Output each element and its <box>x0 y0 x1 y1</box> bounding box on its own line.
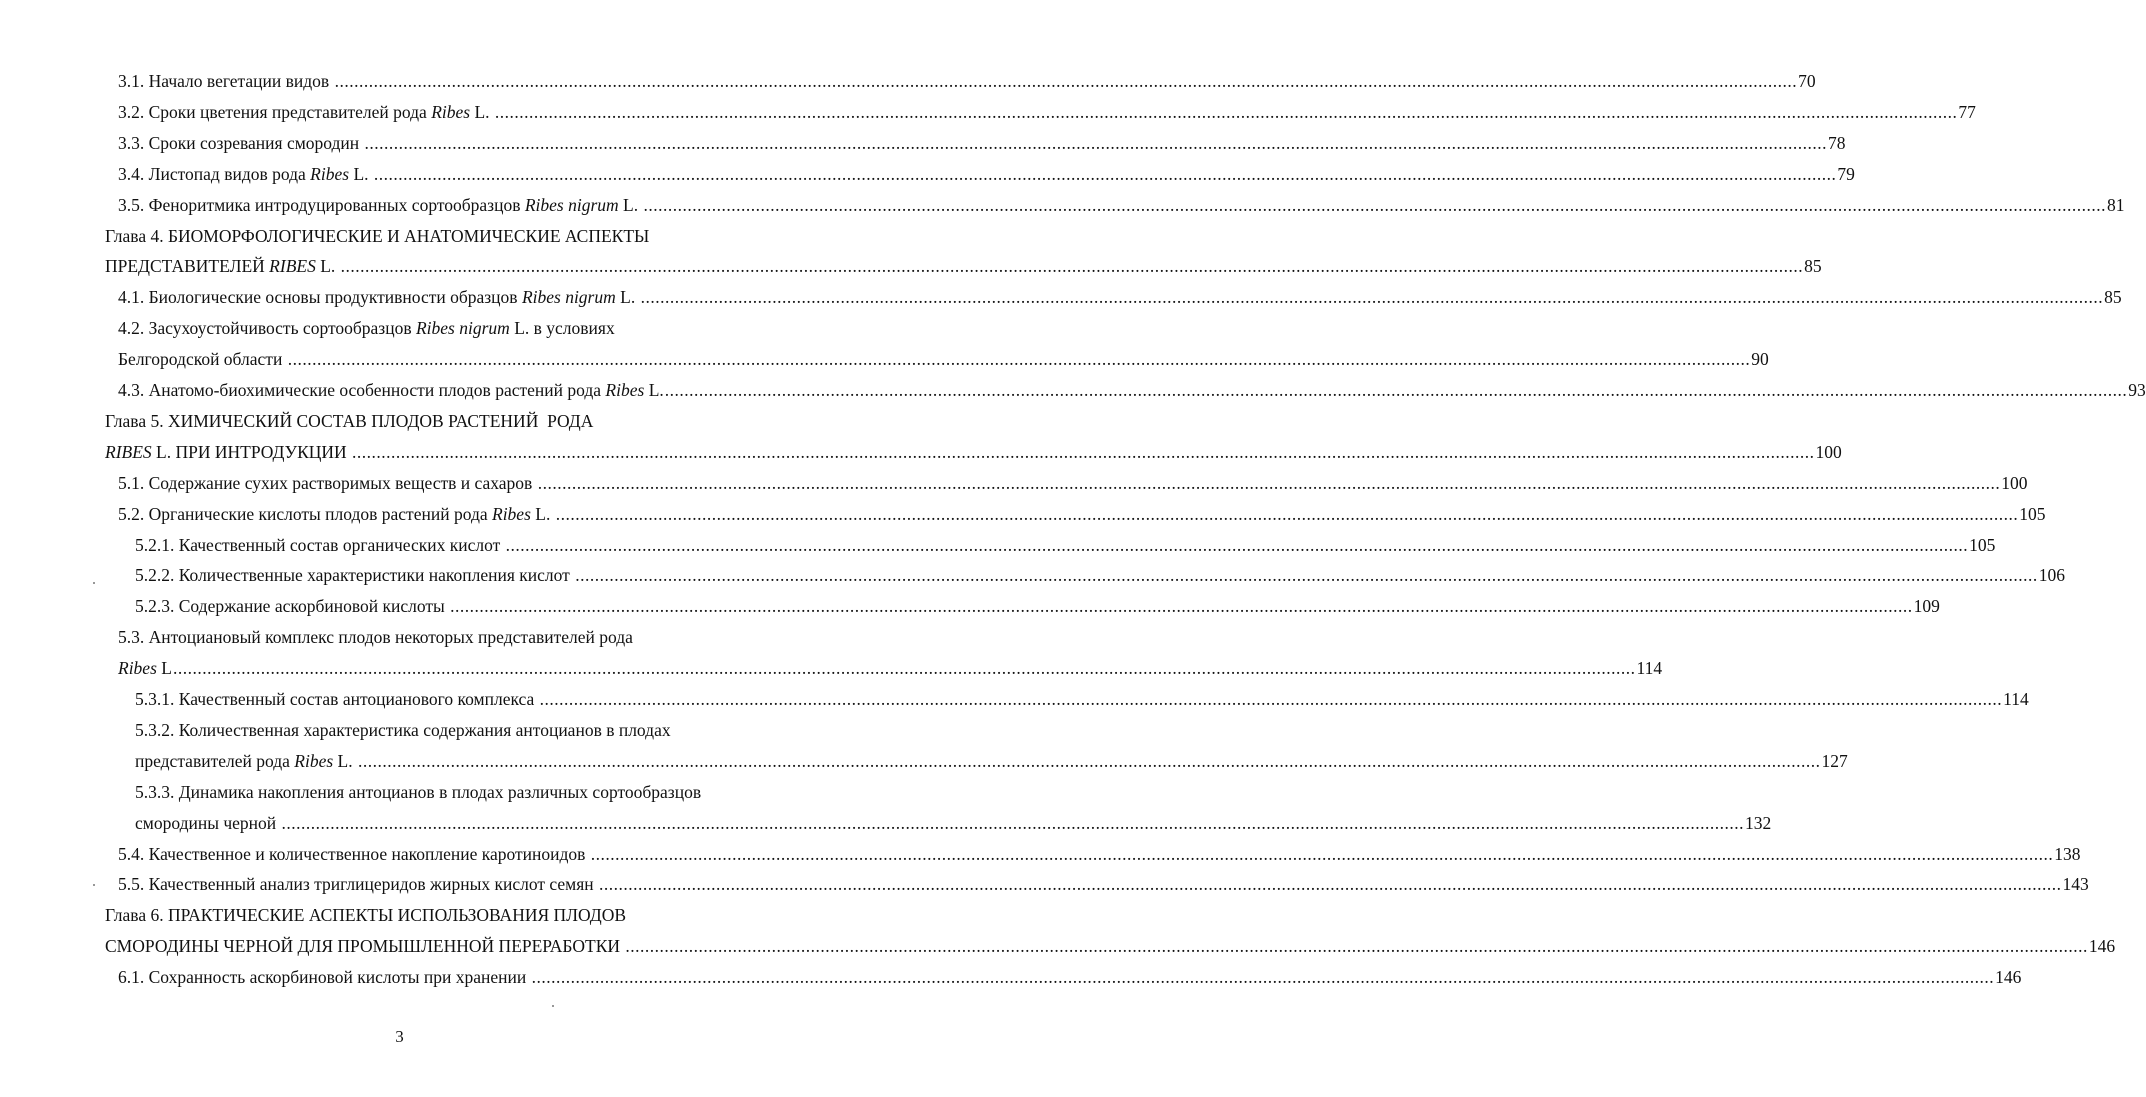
dot-leader: ............................................................................................................................................................................................................................................................................................................ <box>364 132 1828 153</box>
toc-entry-text: 5.1. Содержание сухих растворимых веществ и сахаров <box>118 472 537 493</box>
toc-entry <box>0 190 2125 220</box>
toc-entry <box>0 499 2046 529</box>
dot-leader: ............................................................................................................................................................................................................................................................................................................ <box>643 194 2106 215</box>
toc-entry <box>0 839 2081 869</box>
toc-entry <box>0 962 2022 992</box>
toc-page-number: 85 <box>1804 256 1822 277</box>
dot-leader: ............................................................................................................................................................................................................................................................................................................ <box>450 596 1913 617</box>
toc-entry <box>0 653 1663 683</box>
toc-entry-text: 3.2. Сроки цветения представителей рода <box>118 101 432 122</box>
dot-leader: ............................................................................................................................................................................................................................................................................................................ <box>575 565 2038 586</box>
toc-page-number: 85 <box>2104 287 2122 308</box>
toc-entry <box>0 777 799 807</box>
toc-entry <box>0 746 1848 776</box>
dot-leader: ............................................................................................................................................................................................................................................................................................................ <box>334 71 1798 91</box>
toc-entry <box>0 313 799 343</box>
toc-entry-text: L. в условиях <box>509 318 615 339</box>
toc-entry <box>0 282 2122 312</box>
scan-speck <box>93 582 95 584</box>
toc-page-number: 90 <box>1751 349 1769 370</box>
toc-entry-text: 5.3.1. Качественный состав антоцианового комплекса <box>135 689 539 709</box>
toc-entry-text: Ribes <box>310 163 350 184</box>
toc-entry-text: RIBES <box>105 441 152 462</box>
toc-entry-text: RIBES <box>269 256 316 277</box>
toc-page-number: 105 <box>1969 534 1996 555</box>
dot-leader: ............................................................................................................................................................................................................................................................................................................ <box>537 472 2001 493</box>
dot-leader: ............................................................................................................................................................................................................................................................................................................ <box>352 441 1815 462</box>
toc-entry-text: СМОРОДИНЫ ЧЕРНОЙ ДЛЯ ПРОМЫШЛЕННОЙ ПЕРЕРАБОТКИ <box>105 936 625 957</box>
toc-entry-text: L. <box>349 163 373 184</box>
toc-page-number: 109 <box>1913 596 1940 617</box>
toc-entry-text: 5.3.3. Динамика накопления антоцианов в плодах различных сортообразцов <box>135 781 702 802</box>
toc-entry-text: 3.5. Феноритмика интродуцированных сортообразцов <box>118 194 525 215</box>
toc-entry <box>0 97 1976 127</box>
dot-leader: ............................................................................................................................................................................................................................................................................................................ <box>539 689 2003 709</box>
toc-page-number: 81 <box>2107 194 2125 215</box>
dot-leader: ............................................................................................................................................................................................................................................................................................................ <box>555 503 2019 524</box>
dot-leader: ............................................................................................................................................................................................................................................................................................................ <box>640 287 2104 308</box>
toc-entry-text: L. <box>530 503 555 524</box>
dot-leader: ............................................................................................................................................................................................................................................................................................................ <box>287 349 1751 370</box>
toc-entry-text: 3.4. Листопад видов рода <box>118 163 311 184</box>
toc-entry-text: 4.3. Анатомо-биохимические особенности плодов растений рода <box>118 380 606 400</box>
toc-entry-text: L. <box>333 750 357 771</box>
toc-page-number: 114 <box>1636 658 1663 679</box>
toc-entry-text: Глава 4. БИОМОРФОЛОГИЧЕСКИЕ И АНАТОМИЧЕСКИЕ АСПЕКТЫ <box>105 225 650 246</box>
toc-entry-text: 4.1. Биологические основы продуктивности образцов <box>118 287 522 308</box>
toc-entry <box>0 251 1822 281</box>
dot-leader: ............................................................................................................................................................................................................................................................................................................ <box>172 658 1636 679</box>
dot-leader: ............................................................................................................................................................................................................................................................................................................ <box>358 750 1821 771</box>
dot-leader: ............................................................................................................................................................................................................................................................................................................ <box>340 256 1804 277</box>
dot-leader: ............................................................................................................................................................................................................................................................................................................ <box>505 534 1969 555</box>
toc-entry-text: 3.1. Начало вегетации видов <box>118 71 334 91</box>
toc-entry <box>0 468 2028 498</box>
toc-entry-text: 3.3. Сроки созревания смородин <box>118 132 364 153</box>
toc-entry <box>0 622 799 652</box>
dot-leader: ............................................................................................................................................................................................................................................................................................................ <box>590 843 2054 864</box>
toc-entry-text: 5.2.2. Количественные характеристики накопления кислот <box>135 565 575 586</box>
toc-page-number: 106 <box>2038 565 2065 586</box>
toc-entry-text: смородины черной <box>135 812 281 833</box>
toc-page-number: 105 <box>2019 503 2046 524</box>
dot-leader: ............................................................................................................................................................................................................................................................................................................ <box>494 101 1958 122</box>
toc-entry <box>0 437 1842 467</box>
dot-leader: ............................................................................................................................................................................................................................................................................................................ <box>531 967 1995 988</box>
toc-page-number: 143 <box>2062 874 2089 895</box>
toc-page-number: 93 <box>2128 380 2146 400</box>
toc-entry-text: Ribes nigrum <box>524 194 619 215</box>
toc-page-number: 114 <box>2003 689 2029 709</box>
toc-entry-text: Ribes nigrum <box>415 318 510 339</box>
toc-entry-text: 5.2.1. Качественный состав органических кислот <box>135 534 505 555</box>
toc-entry-text: 5.5. Качественный анализ триглицеридов жирных кислот семян <box>118 874 599 895</box>
toc-page-number: 79 <box>1837 163 1855 184</box>
toc-entry <box>0 591 1940 621</box>
dot-leader: ............................................................................................................................................................................................................................................................................................................ <box>664 380 2128 400</box>
toc-entry-text: L. ПРИ ИНТРОДУКЦИИ <box>151 441 352 462</box>
toc-entry-text: 4.2. Засухоустойчивость сортообразцов <box>118 318 416 339</box>
toc-entry <box>0 931 2116 961</box>
toc-entry-text: представителей рода <box>135 750 295 771</box>
toc-page-number: 138 <box>2054 843 2081 864</box>
toc-entry-text: L. <box>644 380 664 400</box>
toc-entry <box>0 221 799 251</box>
toc-entry-text: 6.1. Сохранность аскорбиновой кислоты при хранении <box>118 967 531 988</box>
scan-speck <box>552 1005 554 1007</box>
toc-entry-text: 5.3. Антоциановый комплекс плодов некоторых представителей рода <box>118 627 633 648</box>
dot-leader: ............................................................................................................................................................................................................................................................................................................ <box>281 812 1745 833</box>
toc-page-number: 132 <box>1745 812 1772 833</box>
toc-entry <box>0 869 2089 899</box>
scan-speck <box>93 884 95 886</box>
toc-entry <box>0 715 799 745</box>
toc-entry-text: 5.4. Качественное и количественное накопление каротиноидов <box>118 843 590 864</box>
toc-entry-text: Глава 6. ПРАКТИЧЕСКИЕ АСПЕКТЫ ИСПОЛЬЗОВАНИЯ ПЛОДОВ <box>105 905 627 926</box>
toc-page-number: 77 <box>1958 101 1976 122</box>
toc-page-number: 100 <box>2001 472 2028 493</box>
toc-entry <box>0 344 1769 374</box>
toc-entry <box>0 684 2029 714</box>
toc-entry <box>0 900 799 930</box>
toc-entry-text: Ribes <box>294 750 334 771</box>
toc-entry-text: 5.2.3. Содержание аскорбиновой кислоты <box>135 596 450 617</box>
toc-page-number: 78 <box>1828 132 1846 153</box>
dot-leader: ............................................................................................................................................................................................................................................................................................................ <box>373 163 1837 184</box>
toc-entry-text: 5.3.2. Количественная характеристика содержания антоцианов в плодах <box>135 719 671 740</box>
toc-entry <box>0 530 1996 560</box>
toc-page-number: 100 <box>1815 441 1842 462</box>
toc-page-number: 70 <box>1798 71 1816 91</box>
page-number: 3 <box>395 1027 404 1046</box>
toc-entry-text: L. <box>618 194 643 215</box>
toc-entry-text: 5.2. Органические кислоты плодов растений рода <box>118 503 492 524</box>
toc-entry-text: Ribes <box>431 101 471 122</box>
toc-entry-text: L. <box>315 256 340 277</box>
toc-entry-text: Белгородской области <box>118 349 287 370</box>
toc-entry <box>0 128 1846 158</box>
dot-leader: ............................................................................................................................................................................................................................................................................................................ <box>625 936 2088 957</box>
toc-entry-text: Ribes nigrum <box>521 287 616 308</box>
toc-entry <box>0 406 799 436</box>
toc-entry-text: Ribes <box>492 503 531 524</box>
toc-entry-text: Глава 5. ХИМИЧЕСКИЙ СОСТАВ ПЛОДОВ РАСТЕНИЙ РОДА <box>105 410 594 431</box>
toc-entry-text: Ribes <box>605 380 645 400</box>
toc-page-number: 127 <box>1821 750 1848 771</box>
toc-entry-text: ПРЕДСТАВИТЕЛЕЙ <box>105 256 270 277</box>
toc-page-number: 146 <box>2088 936 2116 957</box>
toc-entry-text: L. <box>615 287 640 308</box>
toc-entry-text: L <box>156 658 172 679</box>
toc-page-number: 146 <box>1995 967 2022 988</box>
toc-entry <box>0 560 2065 590</box>
toc-entry-text: Ribes <box>118 658 157 679</box>
toc-entry-text: L. <box>470 101 494 122</box>
toc-entry <box>0 66 1816 96</box>
dot-leader: ............................................................................................................................................................................................................................................................................................................ <box>599 874 2062 895</box>
toc-entry <box>0 808 1772 838</box>
toc-entry <box>0 159 1855 189</box>
toc-entry <box>0 375 2146 405</box>
